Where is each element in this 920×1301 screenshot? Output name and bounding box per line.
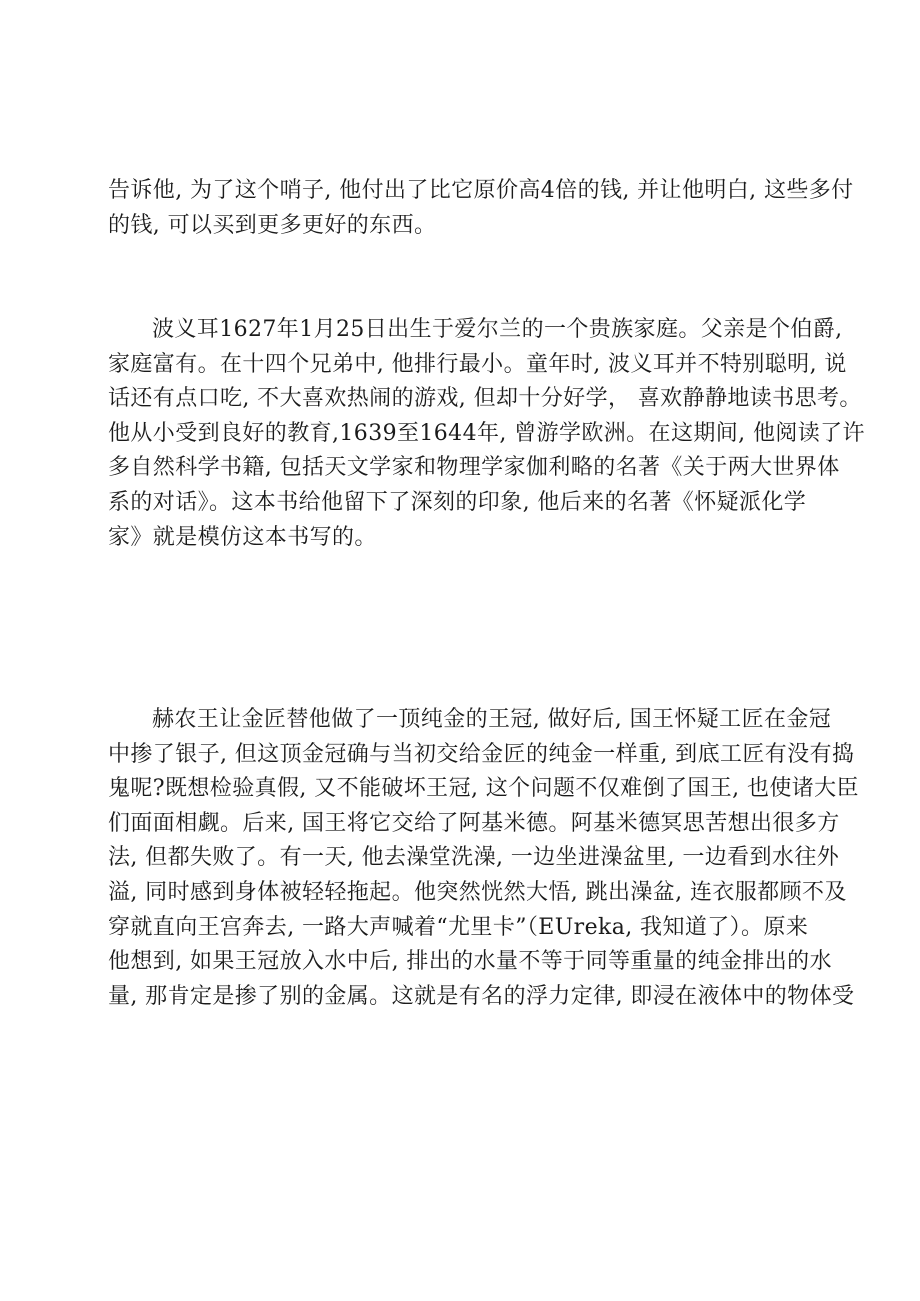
text-line: 中掺了银子, 但这顶金冠确与当初交给金匠的纯金一样重, 到底工匠有没有捣	[108, 741, 855, 767]
text-line: 波义耳1627年1月25日出生于爱尔兰的一个贵族家庭。父亲是个伯爵,	[152, 317, 843, 342]
text-line: 系的对话》。这本书给他留下了深刻的印象, 他后来的名著《怀疑派化学	[108, 489, 807, 515]
text-line: 的钱, 可以买到更多更好的东西。	[108, 212, 437, 238]
text-line: 话还有点口吃, 不大喜欢热闹的游戏, 但却十分好学， 喜欢静静地读书思考。	[108, 386, 862, 412]
text-line: 溢, 同时感到身体被轻轻拖起。他突然恍然大悟, 跳出澡盆, 连衣服都顾不及	[108, 879, 847, 905]
text-line: 多自然科学书籍, 包括天文学家和物理学家伽利略的名著《关于两大世界体	[108, 455, 840, 481]
text-line: 告诉他, 为了这个哨子, 他付出了比它原价高4倍的钱, 并让他明白, 这些多付	[108, 178, 854, 203]
text-line: 法, 但都失败了。有一天, 他去澡堂洗澡, 一边坐进澡盆里, 一边看到水往外	[108, 845, 840, 871]
paragraph-archimedes-crown	[108, 703, 859, 1014]
text-line: 穿就直向王宫奔去, 一路大声喊着“尤里卡”（EUreka, 我知道了）。原来	[108, 914, 809, 940]
text-line: 鬼呢?既想检验真假, 又不能破坏王冠, 这个问题不仅难倒了国王, 也使诸大臣	[108, 776, 859, 802]
text-line: 赫农王让金匠替他做了一顶纯金的王冠, 做好后, 国王怀疑工匠在金冠	[152, 707, 832, 732]
text-line: 他从小受到良好的教育,1639至1644年, 曾游学欧洲。在这期间, 他阅读了许	[108, 420, 865, 446]
text-line: 量, 那肯定是掺了别的金属。这就是有名的浮力定律, 即浸在液体中的物体受	[108, 983, 855, 1009]
text-line: 家》就是模仿这本书写的。	[108, 524, 377, 550]
text-line: 他想到, 如果王冠放入水中后, 排出的水量不等于同等重量的纯金排出的水	[108, 949, 832, 975]
text-line: 们面面相觑。后来, 国王将它交给了阿基米德。阿基米德冥思苦想出很多方	[108, 810, 840, 836]
paragraph-whistle-ending	[108, 174, 854, 243]
text-line: 家庭富有。在十四个兄弟中, 他排行最小。童年时, 波义耳并不特别聪明, 说	[108, 351, 847, 377]
paragraph-boyle-biography	[108, 313, 865, 555]
